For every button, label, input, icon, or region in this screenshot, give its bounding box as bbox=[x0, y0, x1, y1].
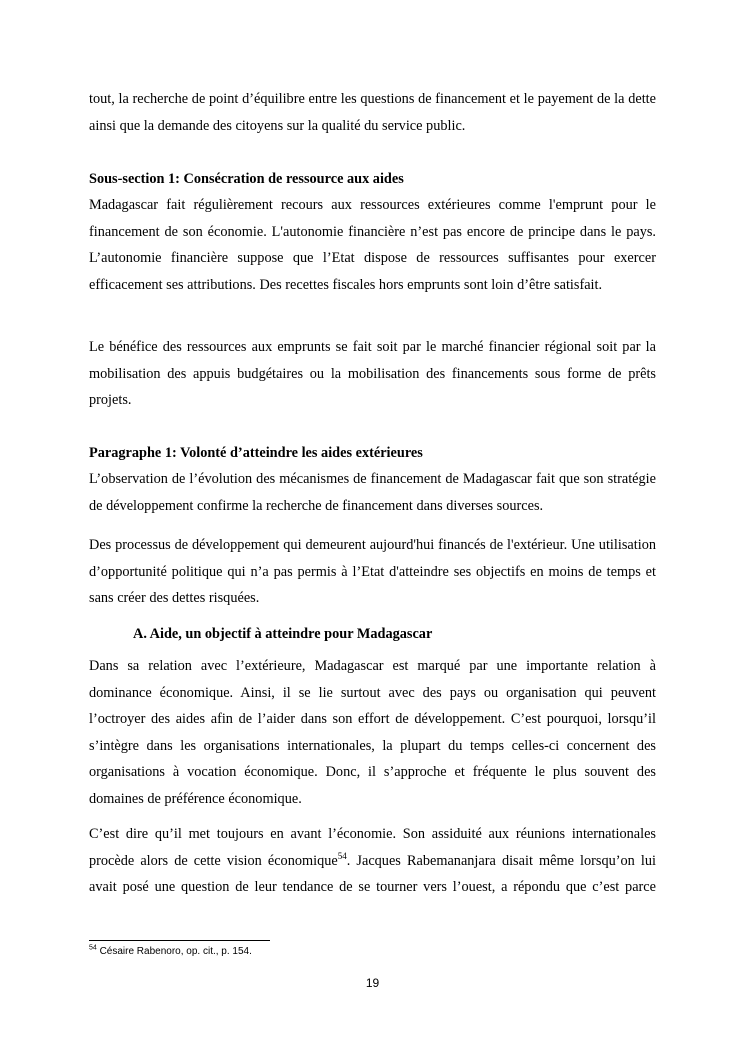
paragraph-text-part: . Jacques Rabemananjara disait même lorsqu’on lui avait posé une question de leur tendance de se tourner vers l’ouest, a répondu que c’est parce bbox=[89, 852, 656, 896]
footnote-reference[interactable]: 54 bbox=[337, 850, 347, 861]
paragraph-heading: Paragraphe 1: Volonté d’atteindre les aides extérieures bbox=[89, 445, 423, 461]
paragraph-block bbox=[89, 532, 656, 612]
page-number: 19 bbox=[365, 976, 380, 990]
footnote-separator bbox=[89, 940, 270, 941]
section-sous-section-1 bbox=[89, 166, 656, 298]
paragraph-text: Le bénéfice des ressources aux emprunts se fait soit par le marché financier régional soit par la mobilisation des appuis budgétaires ou la mobilisation des financements sous forme de prêts projets. bbox=[89, 339, 656, 409]
paragraph-text: Des processus de développement qui demeurent aujourd'hui financés de l'extérieur. Une utilisation d’opportunité politique qui n’a pas permis à l’Etat d'atteindre ses objectifs en moins de temps et sans créer des dettes risquées. bbox=[89, 537, 656, 607]
footnote-text: Césaire Rabenoro, op. cit., p. 154. bbox=[96, 946, 252, 957]
paragraph-text: tout, la recherche de point d’équilibre entre les questions de financement et le payement de la dette ainsi que la demande des citoyens sur la qualité du service public. bbox=[89, 91, 656, 134]
section-a bbox=[89, 621, 656, 647]
paragraph-text: Madagascar fait régulièrement recours aux ressources extérieures comme l'emprunt pour le financement de son économie. L'autonomie financière n’est pas encore de principe dans le pays. L’autonomie financière suppose que l’Etat dispose de ressources suffisantes pour exercer efficacement ses attributions. Des recettes fiscales hors emprunts sont loin d’être satisfait. bbox=[89, 197, 656, 293]
paragraph-block bbox=[89, 334, 656, 414]
paragraph-text-part: C’est dire qu’il met toujours en avant l’économie. Son assiduité aux réunions internationales procède alors de cette vision économique bbox=[89, 826, 656, 869]
footnote bbox=[89, 946, 252, 957]
section-paragraphe-1 bbox=[89, 440, 656, 519]
paragraph-continuation bbox=[89, 86, 656, 139]
paragraph-text: L’observation de l’évolution des mécanismes de financement de Madagascar fait que son stratégie de développement confirme la recherche de financement dans diverses sources. bbox=[89, 471, 656, 514]
subsection-heading: Sous-section 1: Consécration de ressource aux aides bbox=[89, 171, 404, 187]
footnote-number: 54 bbox=[89, 944, 97, 952]
paragraph-block bbox=[89, 821, 656, 901]
paragraph-block bbox=[89, 653, 656, 813]
paragraph-text bbox=[89, 821, 656, 901]
paragraph-text: Dans sa relation avec l’extérieure, Madagascar est marqué par une importante relation à dominance économique. Ainsi, il se lie surtout avec des pays ou organisation qui peuvent l’octroyer des aides afin de l’aider dans son effort de développement. C’est pourquoi, lorsqu’il s’intègre dans les organisations internationales, la plupart du temps celles-ci concernent des organisations à vocation économique. Donc, il s’approche et fréquente le plus souvent des domaines de préférence économique. bbox=[89, 658, 656, 807]
list-heading: A. Aide, un objectif à atteindre pour Madagascar bbox=[133, 626, 433, 642]
